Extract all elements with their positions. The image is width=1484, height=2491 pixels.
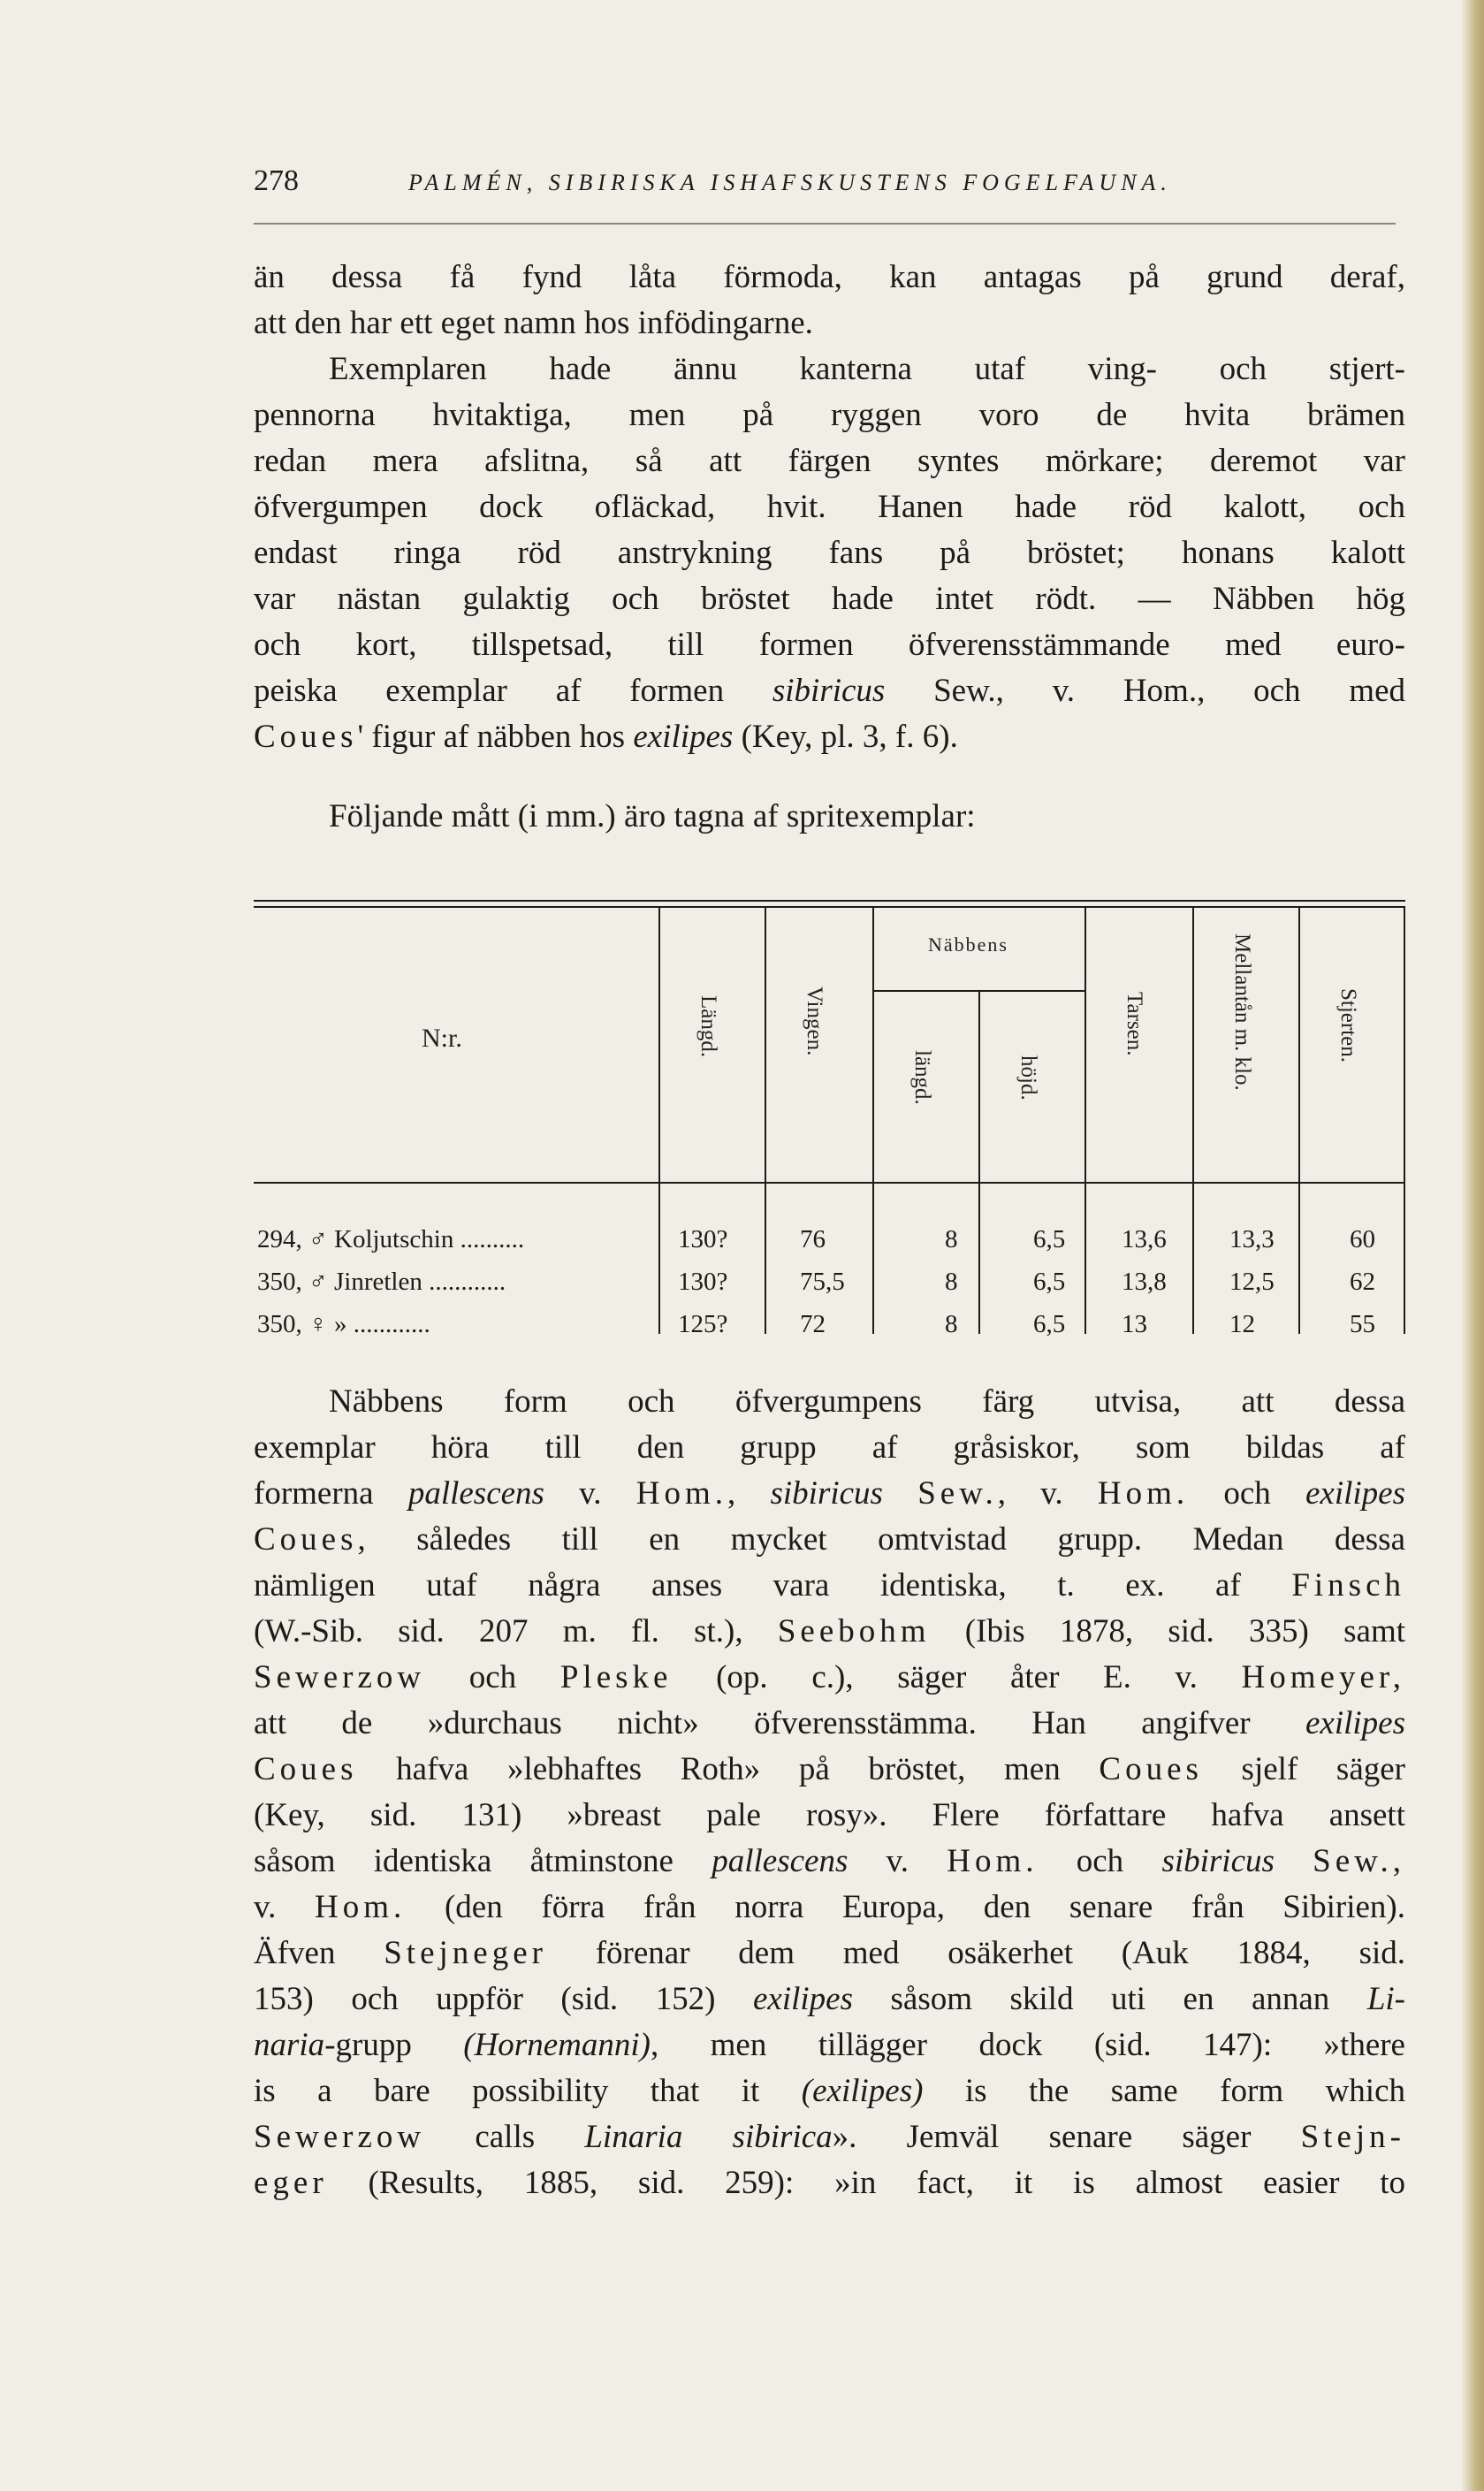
text-run: 153) och uppför (sid. 152)	[254, 1981, 753, 2017]
text-line: (Key, sid. 131) »breast pale rosy». Flere författare hafva ansett	[254, 1797, 1405, 1833]
text-line	[254, 1839, 1405, 1885]
column-divider	[1084, 908, 1086, 1334]
species-name: pallescens	[407, 1475, 544, 1512]
cell-stjerten: 55	[1350, 1310, 1375, 1338]
paragraph-2	[254, 347, 1405, 760]
text-run: ' figur af näbben hos	[357, 719, 634, 755]
species-name: exilipes	[1305, 1705, 1405, 1741]
species-name: sibiricus	[772, 673, 886, 709]
text-run: Sew., v. Hom., och med	[885, 673, 1405, 709]
text-line: redan mera afslitna, så att färgen syntes mörkare; deremot var	[254, 443, 1405, 479]
text-run: ,	[727, 1475, 771, 1512]
text-line: Exemplaren hade ännu kanterna utaf ving- och stjert-	[329, 351, 1405, 387]
text-line	[254, 2160, 1405, 2206]
header-tarsen: Tarsen.	[1123, 992, 1146, 1056]
header-nr: N:r.	[422, 1024, 462, 1053]
author-name: Coues	[1099, 1751, 1203, 1787]
header-vingen: Vingen.	[803, 986, 826, 1056]
text-run: v.	[544, 1475, 636, 1512]
cell-langd: 130?	[678, 1268, 728, 1296]
cell-tarsen: 13,6	[1122, 1225, 1167, 1253]
text-line: och kort, tillspetsad, till formen öfverensstämmande med euro-	[254, 627, 1405, 663]
cell-vingen: 75,5	[800, 1268, 845, 1296]
text-line	[254, 2023, 1405, 2068]
text-run: v.	[254, 1889, 316, 1925]
specimen-name: 350, ♀ » ............	[257, 1310, 430, 1338]
author-name: Finsch	[1291, 1567, 1405, 1604]
text-run: sjelf säger	[1202, 1751, 1405, 1787]
species-name: exilipes	[1305, 1475, 1405, 1512]
text-run: is the same form which	[923, 2073, 1405, 2109]
header-stjerten: Stjerten.	[1336, 988, 1360, 1063]
text-run: och	[1038, 1843, 1162, 1879]
text-line	[254, 2068, 1405, 2114]
header-nabbens: Näbbens	[928, 933, 1008, 956]
author-name: Sew.,	[1313, 1843, 1405, 1879]
author-name: Pleske	[559, 1659, 673, 1695]
cell-nabb-hojd: 6,5	[1033, 1225, 1066, 1253]
author-name: Stejneger	[384, 1935, 547, 1971]
text-run: peiska exemplar af formen	[254, 673, 772, 709]
cell-mellantan: 13,3	[1229, 1225, 1275, 1253]
column-divider	[978, 990, 980, 1334]
text-line: Näbbens form och öfvergumpens färg utvisa, att dessa	[329, 1383, 1405, 1420]
text-run: (W.-Sib. sid. 207 m. fl. st.),	[254, 1613, 778, 1649]
text-line: exemplar höra till den grupp af gråsiskor, som bildas af	[254, 1429, 1405, 1466]
cell-langd: 125?	[678, 1310, 728, 1338]
measurement-table	[254, 900, 1405, 1342]
page-edge	[1461, 0, 1484, 2491]
header-mellantan: Mellantån m. klo.	[1230, 933, 1254, 1091]
column-divider	[872, 908, 874, 1334]
author-name: Stejn-	[1300, 2119, 1405, 2155]
paragraph-3	[254, 794, 1405, 840]
column-divider	[1298, 908, 1300, 1334]
species-name: sibiricus	[770, 1475, 883, 1512]
text-line: Följande mått (i mm.) äro tagna af spritexemplar:	[329, 798, 976, 834]
column-divider	[765, 908, 766, 1334]
text-line	[254, 1563, 1405, 1609]
author-name: Hom.	[315, 1889, 407, 1925]
table-top-rule-2	[254, 906, 1405, 908]
text-run: såsom identiska åtminstone	[254, 1843, 712, 1879]
species-name: (Hornemanni)	[463, 2027, 651, 2063]
text-run: ». Jemväl senare säger	[832, 2119, 1301, 2155]
cell-nabb-langd: 8	[945, 1268, 958, 1296]
text-line: än dessa få fynd låta förmoda, kan antagas på grund deraf,	[254, 259, 1405, 295]
text-run: -grupp	[324, 2027, 464, 2063]
species-name: naria	[254, 2027, 325, 2063]
cell-mellantan: 12	[1229, 1310, 1255, 1338]
paragraph-1	[254, 255, 1405, 347]
text-line	[254, 1655, 1405, 1701]
cell-nabb-langd: 8	[945, 1225, 958, 1253]
species-name: Linaria sibirica	[584, 2119, 833, 2155]
table-header-rule	[254, 1182, 1405, 1184]
text-run: hafva »lebhaftes Roth» på bröstet, men	[357, 1751, 1100, 1787]
column-divider	[1192, 908, 1194, 1334]
text-line: öfvergumpen dock ofläckad, hvit. Hanen hade röd kalott, och	[254, 489, 1405, 525]
text-line	[254, 1977, 1405, 2023]
column-divider	[658, 908, 660, 1334]
species-name: exilipes	[633, 719, 734, 755]
text-line	[254, 668, 1405, 714]
running-head: PALMÉN, SIBIRISKA ISHAFSKUSTENS FOGELFAUNA.	[408, 170, 1172, 195]
text-run: nämligen utaf några anses vara identiska, t. ex. af	[254, 1567, 1292, 1604]
header-rule	[254, 223, 1396, 225]
page-number: 278	[254, 164, 299, 197]
cell-tarsen: 13,8	[1122, 1268, 1167, 1296]
text-line: var nästan gulaktig och bröstet hade intet rödt. — Näbben hög	[254, 581, 1405, 617]
header-nabb-hojd: höjd.	[1016, 1055, 1040, 1101]
specimen-name: 350, ♂ Jinretlen ............	[257, 1268, 506, 1296]
text-run: is a bare possibility that it	[254, 2073, 802, 2109]
text-run: och	[425, 1659, 560, 1695]
text-run	[883, 1475, 917, 1512]
author-name: Sew.	[917, 1475, 998, 1512]
specimen-name: 294, ♂ Koljutschin ..........	[257, 1225, 525, 1253]
species-name: sibiricus	[1161, 1843, 1275, 1879]
text-run: , men tillägger dock (sid. 147): »there	[650, 2027, 1405, 2063]
text-line	[254, 1701, 1405, 1747]
text-line: pennorna hvitaktiga, men på ryggen voro de hvita brämen	[254, 397, 1405, 433]
column-divider	[1404, 908, 1405, 1334]
text-run: (op. c.), säger åter E. v.	[672, 1659, 1242, 1695]
text-run: såsom skild uti en annan	[853, 1981, 1367, 2017]
text-run: (Key, pl. 3, f. 6).	[733, 719, 958, 755]
author-name: Hom.	[635, 1475, 728, 1512]
cell-stjerten: 60	[1350, 1225, 1375, 1253]
table-top-rule	[254, 900, 1405, 902]
text-run: formerna	[254, 1475, 408, 1512]
text-run: och	[1189, 1475, 1305, 1512]
species-name: (exilipes)	[801, 2073, 924, 2109]
text-run: v.	[848, 1843, 947, 1879]
text-run	[1275, 1843, 1313, 1879]
page-header	[254, 164, 1403, 203]
species-name: exilipes	[752, 1981, 853, 2017]
author-name: Sewerzow	[254, 1659, 426, 1695]
cell-mellantan: 12,5	[1229, 1268, 1275, 1296]
nabbens-subheader-rule	[872, 990, 1084, 992]
text-run: (Ibis 1878, sid. 335) samt	[930, 1613, 1405, 1649]
author-name: Sewerzow	[254, 2119, 426, 2155]
text-run: (den förra från norra Europa, den senare från Sibirien).	[406, 1889, 1405, 1925]
author-name: Hom.	[1097, 1475, 1190, 1512]
header-nabb-langd: längd.	[910, 1050, 934, 1105]
cell-vingen: 76	[800, 1225, 826, 1253]
text-run: , således till en mycket omtvistad grupp. Medan dessa	[357, 1521, 1405, 1558]
text-line	[254, 1931, 1405, 1977]
cell-tarsen: 13	[1122, 1310, 1147, 1338]
text-line	[254, 1747, 1405, 1793]
text-line	[254, 714, 1405, 760]
text-run: (Results, 1885, sid. 259): »in fact, it is almost easier to	[327, 2165, 1405, 2201]
text-run: calls	[425, 2119, 585, 2155]
text-line	[254, 1609, 1405, 1655]
paragraph-4	[254, 1379, 1405, 2206]
author-name: Seebohm	[777, 1613, 931, 1649]
text-line	[254, 1885, 1405, 1931]
header-langd: Längd.	[696, 995, 720, 1058]
text-line	[254, 1517, 1405, 1563]
cell-nabb-hojd: 6,5	[1033, 1310, 1066, 1338]
text-run: förenar dem med osäkerhet (Auk 1884, sid.	[546, 1935, 1406, 1971]
author-name: eger	[254, 2165, 328, 2201]
author-name: Coues	[254, 1521, 358, 1558]
species-name: Li-	[1366, 1981, 1405, 2017]
author-name: Coues	[254, 719, 358, 755]
species-name: pallescens	[712, 1843, 849, 1879]
cell-langd: 130?	[678, 1225, 728, 1253]
text-line: att den har ett eget namn hos infödingarne.	[254, 305, 813, 341]
author-name: Hom.	[947, 1843, 1039, 1879]
text-run: Äfven	[254, 1935, 384, 1971]
text-line	[254, 1471, 1405, 1517]
text-line: endast ringa röd anstrykning fans på bröstet; honans kalott	[254, 535, 1405, 571]
cell-nabb-langd: 8	[945, 1310, 958, 1338]
cell-stjerten: 62	[1350, 1268, 1375, 1296]
text-run: att de »durchaus nicht» öfverensstämma. Han angifver	[254, 1705, 1305, 1741]
text-line	[254, 2114, 1405, 2160]
text-run: , v.	[997, 1475, 1098, 1512]
author-name: Homeyer,	[1241, 1659, 1405, 1695]
cell-nabb-hojd: 6,5	[1033, 1268, 1066, 1296]
cell-vingen: 72	[800, 1310, 826, 1338]
author-name: Coues	[254, 1751, 358, 1787]
